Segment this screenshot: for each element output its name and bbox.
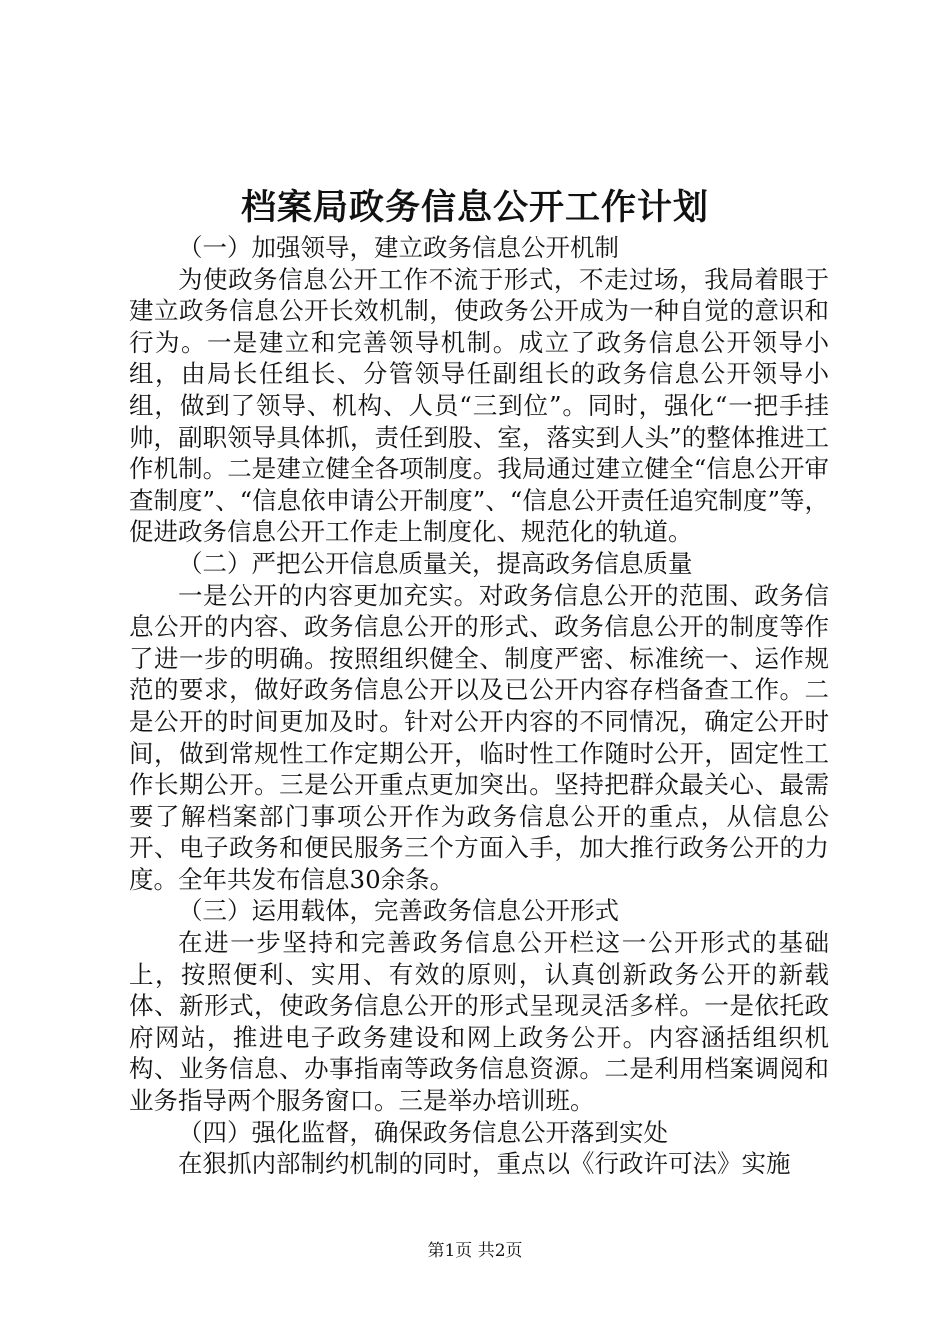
section-paragraph-3: 在进一步坚持和完善政务信息公开栏这一公开形式的基础上，按照便利、实用、有效的原则，认真创新政务公开的新载体、新形式，使政务信息公开的形式呈现灵活多样。一是依托政府网站，推进电子政务建设和网上政务公开。内容涵括组织机构、业务信息、办事指南等政务信息资源。二是利用档案调阅和业务指导两个服务窗口。三是举办培训班。: [129, 928, 829, 1116]
section-heading-2: （二）严把公开信息质量关，提高政务信息质量: [178, 548, 693, 578]
document-title: 档案局政务信息公开工作计划: [240, 187, 709, 228]
section-heading-3: （三）运用载体，完善政务信息公开形式: [178, 896, 619, 926]
page-number-footer: 第1页 共2页: [427, 1241, 523, 1261]
section-heading-4: （四）强化监督，确保政务信息公开落到实处: [178, 1117, 668, 1147]
section-paragraph-4: 在狠抓内部制约机制的同时，重点以《行政许可法》实施: [178, 1149, 791, 1179]
section-heading-1: （一）加强领导，建立政务信息公开机制: [178, 233, 619, 262]
document-body: [129, 232, 829, 1180]
section-paragraph-2: 一是公开的内容更加充实。对政务信息公开的范围、政务信息公开的内容、政务信息公开的形式、政务信息公开的制度等作了进一步的明确。按照组织健全、制度严密、标准统一、运作规范的要求，做好政务信息公开以及已公开内容存档备查工作。二是公开的时间更加及时。针对公开内容的不同情况，确定公开时间，做到常规性工作定期公开，临时性工作随时公开，固定性工作长期公开。三是公开重点更加突出。坚持把群众最关心、最需要了解档案部门事项公开作为政务信息公开的重点，从信息公开、电子政务和便民服务三个方面入手，加大推行政务公开的力度。全年共发布信息30余条。: [129, 580, 829, 894]
section-paragraph-1: 为使政务信息公开工作不流于形式，不走过场，我局着眼于建立政务信息公开长效机制，使政务公开成为一种自觉的意识和行为。一是建立和完善领导机制。成立了政务信息公开领导小组，由局长任组长、分管领导任副组长的政务信息公开领导小组，做到了领导、机构、人员“三到位”。同时，强化“一把手挂帅，副职领导具体抓，责任到股、室，落实到人头”的整体推进工作机制。二是建立健全各项制度。我局通过建立健全“信息公开审查制度”、“信息依申请公开制度”、“信息公开责任追究制度”等，促进政务信息公开工作走上制度化、规范化的轨道。: [129, 264, 829, 547]
